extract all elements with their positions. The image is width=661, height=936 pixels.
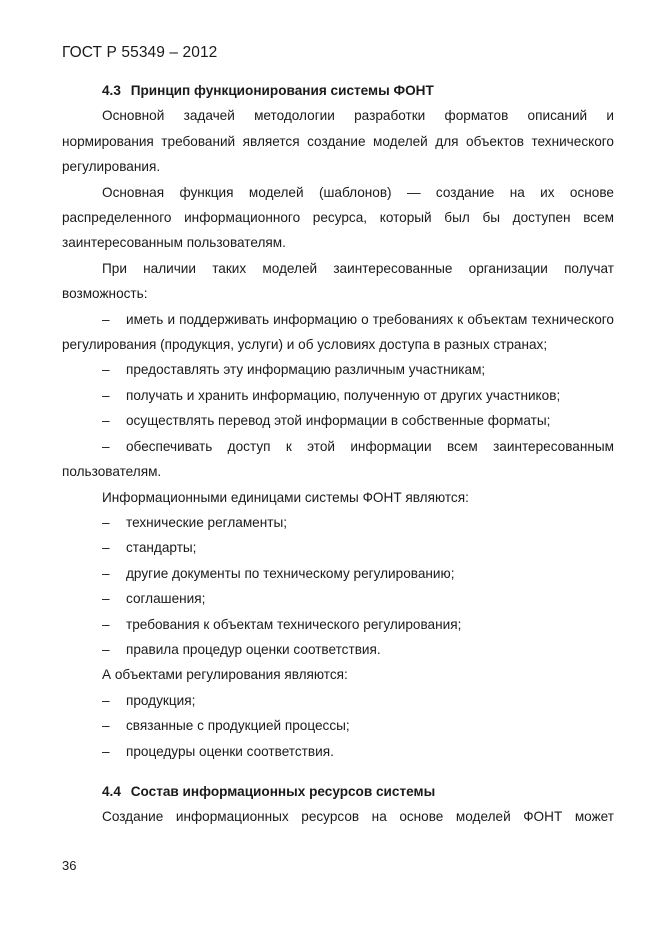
section-title: Принцип функционирования системы ФОНТ <box>130 83 434 98</box>
list-dash: – <box>102 311 110 327</box>
list-dash: – <box>102 362 110 378</box>
list-item-text: продукция; <box>126 692 196 708</box>
list-item <box>62 739 614 764</box>
list-dash: – <box>102 514 110 530</box>
paragraph: Создание информационных ресурсов на основе моделей ФОНТ может <box>102 809 614 825</box>
list-item-text: иметь и поддерживать информацию о требованиях к объектам технического регулирования (продукция, услуги) и об условиях доступа в разных странах; <box>62 311 614 353</box>
list-item-text: предоставлять эту информацию различным участникам; <box>126 362 486 378</box>
list-item-text: обеспечивать доступ к этой информации всем заинтересованным пользователям. <box>62 438 614 480</box>
list-item <box>62 586 614 611</box>
list-item <box>62 510 614 535</box>
list-item <box>62 561 614 586</box>
list-item-text: другие документы по техническому регулированию; <box>126 565 455 581</box>
list-item <box>62 408 614 433</box>
page-header: ГОСТ Р 55349 – 2012 <box>62 44 218 61</box>
list-item-text: технические регламенты; <box>126 514 288 530</box>
objects-intro: А объектами регулирования являются: <box>102 667 348 683</box>
list-dash: – <box>102 540 110 556</box>
section-heading-4-3 <box>62 78 614 103</box>
list-dash: – <box>102 387 110 403</box>
document-body <box>62 78 614 830</box>
list-item <box>62 713 614 738</box>
list-dash: – <box>102 692 110 708</box>
list-dash: – <box>102 438 110 454</box>
list-item-text: соглашения; <box>126 591 206 607</box>
list-item-text: правила процедур оценки соответствия. <box>126 641 381 657</box>
section-number: 4.3 <box>102 83 121 98</box>
list-dash: – <box>102 591 110 607</box>
list-item-text: стандарты; <box>126 540 197 556</box>
paragraph: При наличии таких моделей заинтересованные организации получат возможность: <box>62 260 614 302</box>
list-dash: – <box>102 641 110 657</box>
list-item <box>62 688 614 713</box>
section-title: Состав информационных ресурсов системы <box>130 783 436 799</box>
list-item <box>62 357 614 382</box>
paragraph: Основная функция моделей (шаблонов) — создание на их основе распределенного информационного ресурса, который был бы доступен всем заинтересованным пользователям. <box>62 184 614 251</box>
list-item-text: процедуры оценки соответствия. <box>126 743 334 759</box>
section-heading-4-4 <box>62 779 614 804</box>
list-dash: – <box>102 743 110 759</box>
list-item-text: осуществлять перевод этой информации в собственные форматы; <box>126 413 551 429</box>
list-item <box>62 307 614 358</box>
info-units-intro: Информационными единицами системы ФОНТ являются: <box>102 489 469 505</box>
list-dash: – <box>102 413 110 429</box>
list-item <box>62 637 614 662</box>
page-number: 36 <box>62 858 77 873</box>
list-dash: – <box>102 718 110 734</box>
section-number: 4.4 <box>102 783 121 799</box>
paragraph: Основной задачей методологии разработки форматов описаний и нормирования требований является создание моделей для объектов технического регулирования. <box>62 108 614 175</box>
list-dash: – <box>102 616 110 632</box>
list-item-text: связанные с продукцией процессы; <box>126 718 350 734</box>
list-item <box>62 535 614 560</box>
list-item <box>62 383 614 408</box>
list-dash: – <box>102 565 110 581</box>
list-item-text: требования к объектам технического регулирования; <box>126 616 462 632</box>
list-item <box>62 612 614 637</box>
list-item-text: получать и хранить информацию, полученную от других участников; <box>126 387 561 403</box>
list-item <box>62 434 614 485</box>
